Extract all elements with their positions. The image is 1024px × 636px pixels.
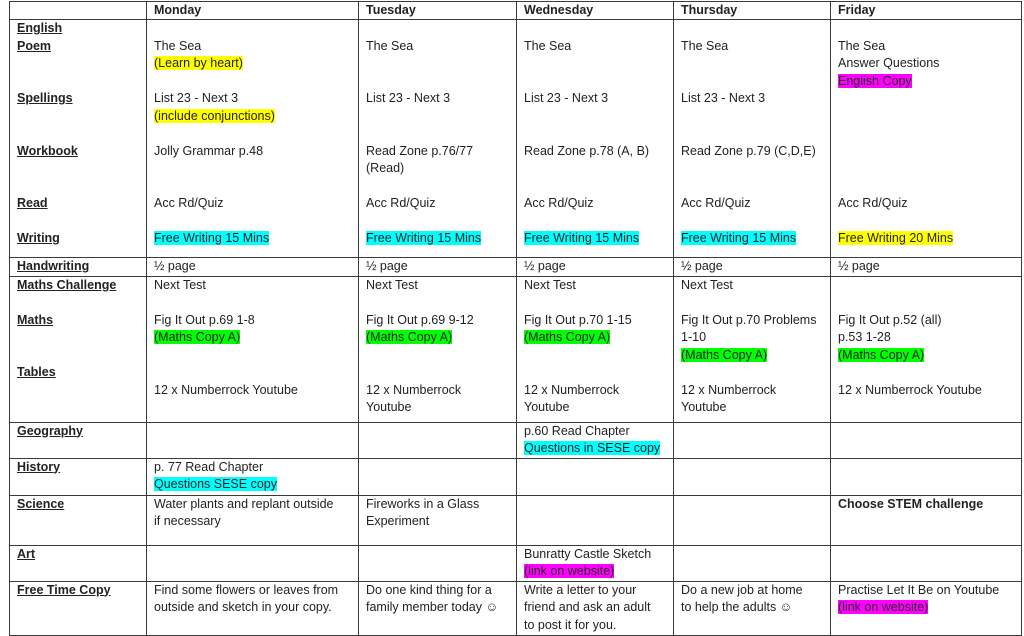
tables-text-2: Youtube: [681, 400, 727, 414]
challenge-text: [838, 277, 1015, 295]
label-tables: Tables: [17, 365, 56, 379]
label-english: English: [17, 21, 63, 35]
tables-text: 12 x Numberrock: [681, 382, 777, 397]
science-text: Choose STEM challenge: [838, 496, 984, 511]
science-text: Fireworks in a Glass: [366, 496, 480, 511]
label-spellings: Spellings: [17, 91, 73, 105]
label-poem: Poem: [17, 38, 52, 53]
history-note: Questions SESE copy: [154, 477, 277, 491]
label-read: Read: [17, 196, 48, 210]
handwriting-friday: ½ page: [831, 258, 1022, 277]
free-time-text: Write a letter to your: [524, 582, 637, 597]
spellings-text: List 23 - Next 3: [524, 91, 609, 105]
label-free-time: Free Time Copy: [10, 581, 147, 635]
spellings-text: List 23 - Next 3: [681, 91, 766, 105]
free-time-friday: [831, 581, 1022, 635]
challenge-text: Next Test: [366, 277, 418, 292]
history-thursday: [674, 458, 831, 495]
maths-copy-note: (Maths Copy A): [154, 330, 241, 344]
handwriting-thursday: ½ page: [674, 258, 831, 277]
label-handwriting: Handwriting: [10, 258, 147, 277]
english-friday: [831, 20, 1022, 258]
english-wednesday: [517, 20, 674, 258]
poem-copy-note: English Copy: [838, 73, 912, 88]
art-friday: [831, 545, 1022, 581]
geography-monday: [147, 422, 359, 458]
art-link-note: (link on website): [524, 564, 615, 578]
writing-text: Free Writing 15 Mins: [366, 231, 482, 245]
maths-text: Fig It Out p.70 1-15: [524, 312, 632, 327]
tables-text: 12 x Numberrock: [524, 382, 620, 397]
maths-monday: [147, 276, 359, 422]
free-time-text: Practise Let It Be on Youtube: [838, 582, 1000, 597]
weekly-schedule-table: [9, 1, 1022, 636]
free-time-tuesday: [359, 581, 517, 635]
read-text: Acc Rd/Quiz: [154, 196, 224, 210]
free-time-text-2: outside and sketch in your copy.: [154, 600, 332, 614]
art-wednesday: [517, 545, 674, 581]
maths-text: Fig It Out p.70 Problems: [681, 312, 817, 327]
maths-tuesday: [359, 276, 517, 422]
label-writing: Writing: [17, 231, 60, 245]
header-thursday: Thursday: [674, 2, 831, 20]
maths-text: Fig It Out p.69 1-8: [154, 312, 255, 327]
read-text: Acc Rd/Quiz: [524, 196, 594, 210]
geography-note: Questions in SESE copy: [524, 441, 661, 455]
free-time-text-2: friend and ask an adult: [524, 600, 651, 614]
handwriting-tuesday: ½ page: [359, 258, 517, 277]
header-wednesday: Wednesday: [517, 2, 674, 20]
english-labels: [10, 20, 147, 258]
maths-friday: [831, 276, 1022, 422]
tables-text: 12 x Numberrock Youtube: [154, 382, 298, 397]
geography-row: [10, 422, 1022, 458]
header-friday: Friday: [831, 2, 1022, 20]
writing-text: Free Writing 15 Mins: [524, 231, 640, 245]
spellings-text: List 23 - Next 3: [366, 91, 451, 105]
geography-text: p.60 Read Chapter: [524, 423, 630, 438]
spellings-note: (include conjunctions): [154, 108, 275, 123]
writing-text: Free Writing 15 Mins: [154, 231, 270, 245]
workbook-text: Read Zone p.79 (C,D,E): [681, 143, 816, 158]
art-thursday: [674, 545, 831, 581]
maths-wednesday: [517, 276, 674, 422]
read-text: Acc Rd/Quiz: [681, 196, 751, 210]
history-text: p. 77 Read Chapter: [154, 459, 264, 474]
history-tuesday: [359, 458, 517, 495]
geography-tuesday: [359, 422, 517, 458]
header-monday: Monday: [147, 2, 359, 20]
free-time-wednesday: [517, 581, 674, 635]
art-text: Bunratty Castle Sketch: [524, 546, 652, 561]
free-time-thursday: [674, 581, 831, 635]
science-tuesday: [359, 495, 517, 545]
english-tuesday: [359, 20, 517, 258]
workbook-text: Read Zone p.78 (A, B): [524, 143, 650, 158]
header-tuesday: Tuesday: [359, 2, 517, 20]
free-time-row: [10, 581, 1022, 635]
geography-friday: [831, 422, 1022, 458]
label-geography: Geography: [10, 422, 147, 458]
free-time-text: Do a new job at home: [681, 582, 803, 597]
maths-copy-note: (Maths Copy A): [681, 347, 768, 362]
free-time-text-2: family member today ☺: [366, 600, 499, 614]
workbook-text: Jolly Grammar p.48: [154, 143, 264, 158]
english-monday: [147, 20, 359, 258]
workbook-note: (Read): [366, 161, 405, 175]
label-workbook: Workbook: [17, 143, 78, 158]
handwriting-wednesday: ½ page: [517, 258, 674, 277]
science-thursday: [674, 495, 831, 545]
poem-text: The Sea: [154, 38, 202, 53]
science-wednesday: [517, 495, 674, 545]
challenge-text: Next Test: [681, 277, 733, 292]
tables-text-2: Youtube: [366, 400, 412, 414]
science-text: Water plants and replant outside: [154, 496, 334, 511]
poem-text: The Sea: [366, 38, 414, 53]
maths-copy-note: (Maths Copy A): [838, 347, 925, 362]
history-friday: [831, 458, 1022, 495]
geography-thursday: [674, 422, 831, 458]
tables-text: 12 x Numberrock Youtube: [838, 382, 982, 397]
free-time-text-2: to help the adults ☺: [681, 600, 793, 614]
science-monday: [147, 495, 359, 545]
history-wednesday: [517, 458, 674, 495]
free-time-text: Do one kind thing for a: [366, 582, 492, 597]
poem-note: (Learn by heart): [154, 56, 243, 70]
challenge-text: Next Test: [154, 277, 206, 292]
tables-text: 12 x Numberrock: [366, 382, 462, 397]
header-blank: [10, 2, 147, 20]
read-text: Acc Rd/Quiz: [366, 196, 436, 210]
label-art: Art: [10, 545, 147, 581]
free-time-link-note: (link on website): [838, 600, 929, 614]
handwriting-row: [10, 258, 1022, 277]
poem-text: The Sea: [524, 38, 572, 53]
maths-thursday: [674, 276, 831, 422]
label-maths-challenge: Maths Challenge: [17, 277, 117, 292]
header-row: [10, 2, 1022, 20]
science-text-2: if necessary: [154, 514, 221, 528]
spellings-text: List 23 - Next 3: [154, 91, 239, 105]
history-row: [10, 458, 1022, 495]
poem-task: Answer Questions: [838, 56, 940, 70]
label-science: Science: [10, 495, 147, 545]
maths-labels: [10, 276, 147, 422]
free-time-text-3: to post it for you.: [524, 617, 617, 632]
handwriting-monday: ½ page: [147, 258, 359, 277]
poem-text: The Sea: [838, 38, 886, 53]
writing-text: Free Writing 15 Mins: [681, 231, 797, 245]
history-monday: [147, 458, 359, 495]
tables-text-2: Youtube: [524, 400, 570, 414]
free-time-text: Find some flowers or leaves from: [154, 582, 339, 597]
label-history: History: [10, 458, 147, 495]
art-monday: [147, 545, 359, 581]
maths-row: [10, 276, 1022, 422]
art-row: [10, 545, 1022, 581]
english-row: [10, 20, 1022, 258]
english-thursday: [674, 20, 831, 258]
art-tuesday: [359, 545, 517, 581]
maths-text: Fig It Out p.52 (all): [838, 312, 942, 327]
maths-text: Fig It Out p.69 9-12: [366, 312, 474, 327]
read-text: Acc Rd/Quiz: [838, 196, 908, 210]
workbook-text: Read Zone p.76/77: [366, 143, 474, 158]
free-time-monday: [147, 581, 359, 635]
science-friday: [831, 495, 1022, 545]
maths-text-2: p.53 1-28: [838, 330, 891, 344]
science-row: [10, 495, 1022, 545]
label-maths: Maths: [17, 312, 54, 327]
poem-text: The Sea: [681, 38, 729, 53]
challenge-text: Next Test: [524, 277, 576, 292]
science-text-2: Experiment: [366, 514, 430, 528]
maths-copy-note: (Maths Copy A): [366, 330, 453, 344]
geography-wednesday: [517, 422, 674, 458]
writing-text: Free Writing 20 Mins: [838, 231, 954, 245]
maths-copy-note: (Maths Copy A): [524, 330, 611, 344]
maths-text-2: 1-10: [681, 330, 707, 344]
